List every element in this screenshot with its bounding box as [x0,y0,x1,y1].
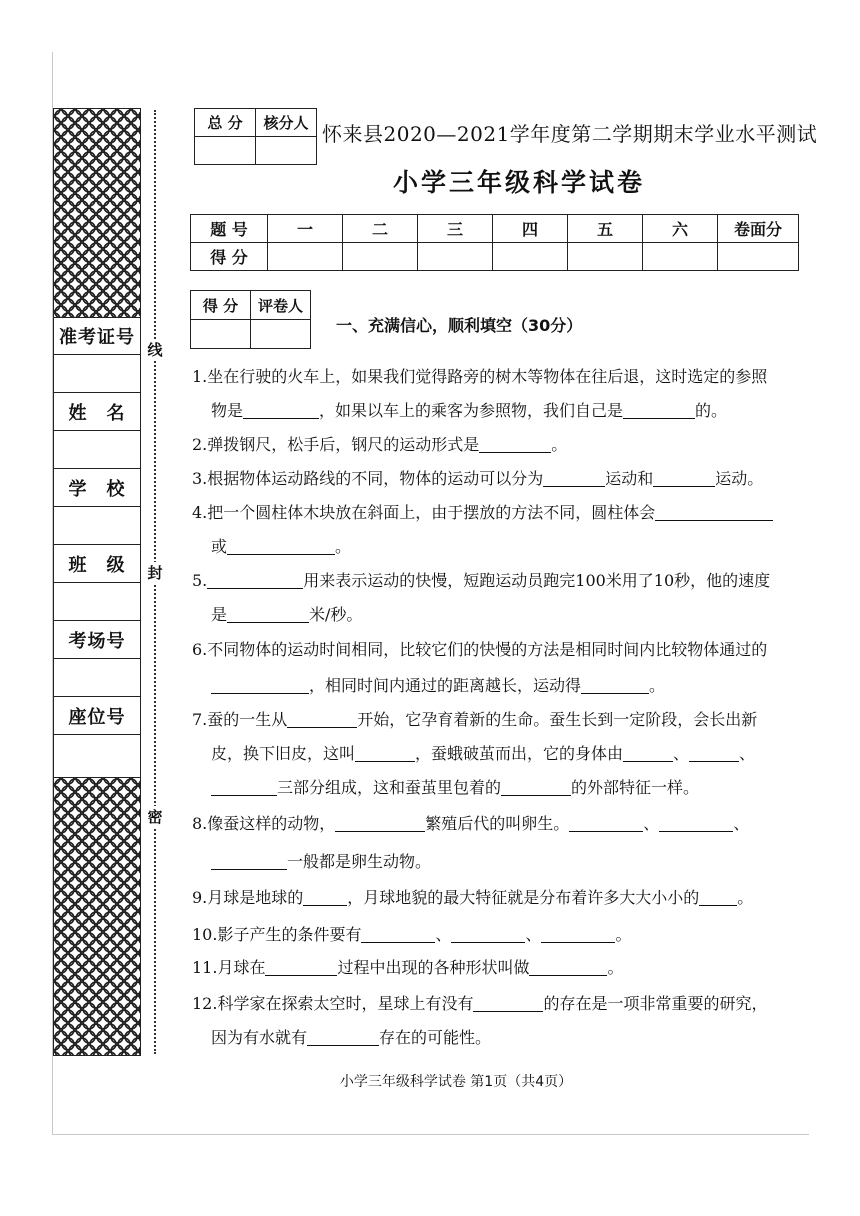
question-text: 一般都是卵生动物。 [287,852,432,871]
field-school[interactable] [54,507,140,545]
question-text: 9.月球是地球的 [192,888,304,907]
question-text: 。 [607,958,624,977]
question-text: 、 [435,925,452,944]
question-text: 皮，换下旧皮，这叫 [211,744,356,763]
question-1-line-2 [211,401,727,421]
question-10 [192,925,632,945]
answer-blank[interactable] [569,815,643,832]
answer-blank[interactable] [335,815,425,832]
score-cell[interactable] [493,243,568,271]
answer-blank[interactable] [479,436,551,453]
question-text: 是 [211,605,228,624]
answer-blank[interactable] [653,470,715,487]
col-header-2: 二 [343,215,418,243]
score-cell[interactable] [343,243,418,271]
score-cell[interactable] [718,243,799,271]
col-header-6: 六 [643,215,718,243]
question-text: 2.弹拨钢尺，松手后，钢尺的运动形式是 [192,435,480,454]
question-12-line-1 [192,994,767,1014]
answer-blank[interactable] [243,402,319,419]
answer-blank[interactable] [287,711,357,728]
answer-blank[interactable] [623,402,695,419]
question-text: 存在的可能性。 [379,1028,492,1047]
question-7-line-3 [211,778,699,798]
answer-blank[interactable] [655,504,773,521]
col-header-paper-score: 卷面分 [718,215,799,243]
question-text: 4.把一个圆柱体木块放在斜面上，由于摆放的方法不同，圆柱体会 [192,503,656,522]
col-header-4: 四 [493,215,568,243]
answer-blank[interactable] [659,815,733,832]
answer-blank[interactable] [451,926,525,943]
col-header-3: 三 [418,215,493,243]
question-text: 。 [649,676,666,695]
question-6-line-2 [211,676,665,696]
question-text: 繁殖后代的叫卵生。 [425,814,570,833]
question-text: 开始，它孕育着新的生命。蚕生长到一定阶段，会长出新 [357,710,758,729]
question-text: 的存在是一项非常重要的研究， [543,994,768,1013]
field-class[interactable] [54,583,140,621]
question-text: 、 [733,814,750,833]
question-8-line-2 [211,852,431,872]
question-text: 。 [551,435,568,454]
field-label-name: 姓 名 [54,393,140,431]
score-checker-cell[interactable] [256,137,317,165]
question-text: 运动和 [605,469,654,488]
grader-cell[interactable] [251,320,311,349]
question-3 [192,469,763,489]
score-cell[interactable] [568,243,643,271]
answer-blank[interactable] [227,538,335,555]
student-info-fields [54,317,140,777]
question-text: ，蚕蛾破茧而出，它的身体由 [415,744,624,763]
question-text: 用来表示运动的快慢，短跑运动员跑完100米用了10秒，他的速度 [303,571,771,590]
question-text: 10.影子产生的条件要有 [192,925,362,944]
binding-pattern-bottom [54,777,140,1055]
question-1-line-1 [192,367,767,387]
row-label-question-number: 题 号 [191,215,268,243]
exam-title: 怀来县2020—2021学年度第二学期期末学业水平测试 [322,122,818,146]
question-12-line-2 [211,1028,491,1048]
question-text: ，月球地貌的最大特征就是分布着许多大大小小的 [347,888,700,907]
answer-blank[interactable] [307,1029,379,1046]
score-cell[interactable] [268,243,343,271]
question-2 [192,435,567,455]
question-text: 、 [739,744,756,763]
col-header-5: 五 [568,215,643,243]
answer-blank[interactable] [355,745,415,762]
question-text: 的外部特征一样。 [571,778,700,797]
question-text: 。 [615,925,632,944]
score-cell[interactable] [418,243,493,271]
total-score-cell[interactable] [195,137,256,165]
answer-blank[interactable] [211,779,277,796]
field-label-school: 学 校 [54,469,140,507]
question-text: 6.不同物体的运动时间相同，比较它们的快慢的方法是相同时间内比较物体通过的 [192,640,768,659]
score-summary-table [190,214,799,271]
answer-blank[interactable] [303,889,347,906]
question-4-line-1 [192,503,773,523]
field-label-class: 班 级 [54,545,140,583]
question-text: 或 [211,537,228,556]
question-text: 3.根据物体运动路线的不同，物体的运动可以分为 [192,469,544,488]
question-text: 、 [673,744,690,763]
question-9 [192,888,753,908]
answer-blank[interactable] [265,959,337,976]
field-label-exam-room: 考场号 [54,621,140,659]
answer-blank[interactable] [543,470,605,487]
grader-label: 评卷人 [251,291,311,320]
score-cell[interactable] [643,243,718,271]
field-exam-number[interactable] [54,355,140,393]
question-6-line-1 [192,640,767,660]
question-text: 12.科学家在探索太空时，星球上有没有 [192,994,474,1013]
row-label-score: 得 分 [191,243,268,271]
answer-blank[interactable] [699,889,737,906]
answer-blank[interactable] [501,779,571,796]
question-text: 米/秒。 [309,605,363,624]
answer-blank[interactable] [361,926,435,943]
question-text: 的。 [695,401,728,420]
question-7-line-2 [211,744,755,764]
question-text: 。 [737,888,754,907]
answer-blank[interactable] [623,745,673,762]
question-text: 因为有水就有 [211,1028,308,1047]
section-score-cell[interactable] [191,320,251,349]
question-text: 、 [643,814,660,833]
answer-blank[interactable] [211,677,309,694]
section-grader-box [190,290,311,349]
exam-subtitle: 小学三年级科学试卷 [392,168,645,197]
question-text: 运动。 [715,469,764,488]
question-text: 7.蚕的一生从 [192,710,288,729]
section-title: 一、充满信心，顺利填空（30分） [336,316,583,335]
field-label-exam-number: 准考证号 [54,317,140,355]
section-score-label: 得 分 [191,291,251,320]
question-7-line-1 [192,710,757,730]
answer-blank[interactable] [581,677,649,694]
answer-blank[interactable] [689,745,739,762]
answer-blank[interactable] [473,995,543,1012]
question-text: ，相同时间内通过的距离越长，运动得 [309,676,582,695]
answer-blank[interactable] [207,572,303,589]
field-name[interactable] [54,431,140,469]
question-text: 8.像蚕这样的动物， [192,814,336,833]
field-exam-room[interactable] [54,659,140,697]
seal-char-secret: 密 [147,808,163,826]
question-text: 、 [525,925,542,944]
total-score-label: 总 分 [195,109,256,137]
question-text: 三部分组成，这和蚕茧里包着的 [277,778,502,797]
question-5-line-2 [211,605,362,625]
question-5-line-1 [192,571,770,591]
page-footer: 小学三年级科学试卷 第1页（共4页） [339,1074,573,1090]
question-8-line-1 [192,814,749,834]
score-checker-label: 核分人 [256,109,317,137]
answer-blank[interactable] [211,853,287,870]
binding-pattern-top [54,109,140,318]
field-label-seat-number: 座位号 [54,697,140,735]
question-text: ，如果以车上的乘客为参照物，我们自己是 [319,401,624,420]
binding-strip [53,108,141,1056]
question-text: 1.坐在行驶的火车上，如果我们觉得路旁的树木等物体在往后退，这时选定的参照 [192,367,768,386]
total-score-box [194,108,317,165]
seal-char-line: 线 [147,341,163,359]
question-text: 5. [192,571,208,590]
col-header-1: 一 [268,215,343,243]
question-text: 过程中出现的各种形状叫做 [337,958,530,977]
answer-blank[interactable] [529,959,607,976]
question-text: 物是 [211,401,244,420]
answer-blank[interactable] [227,606,309,623]
seal-char-seal: 封 [147,564,163,582]
question-text: 11.月球在 [192,958,266,977]
question-11 [192,958,623,978]
answer-blank[interactable] [541,926,615,943]
question-text: 。 [335,537,352,556]
question-4-line-2 [211,537,351,557]
field-seat-number[interactable] [54,735,140,773]
